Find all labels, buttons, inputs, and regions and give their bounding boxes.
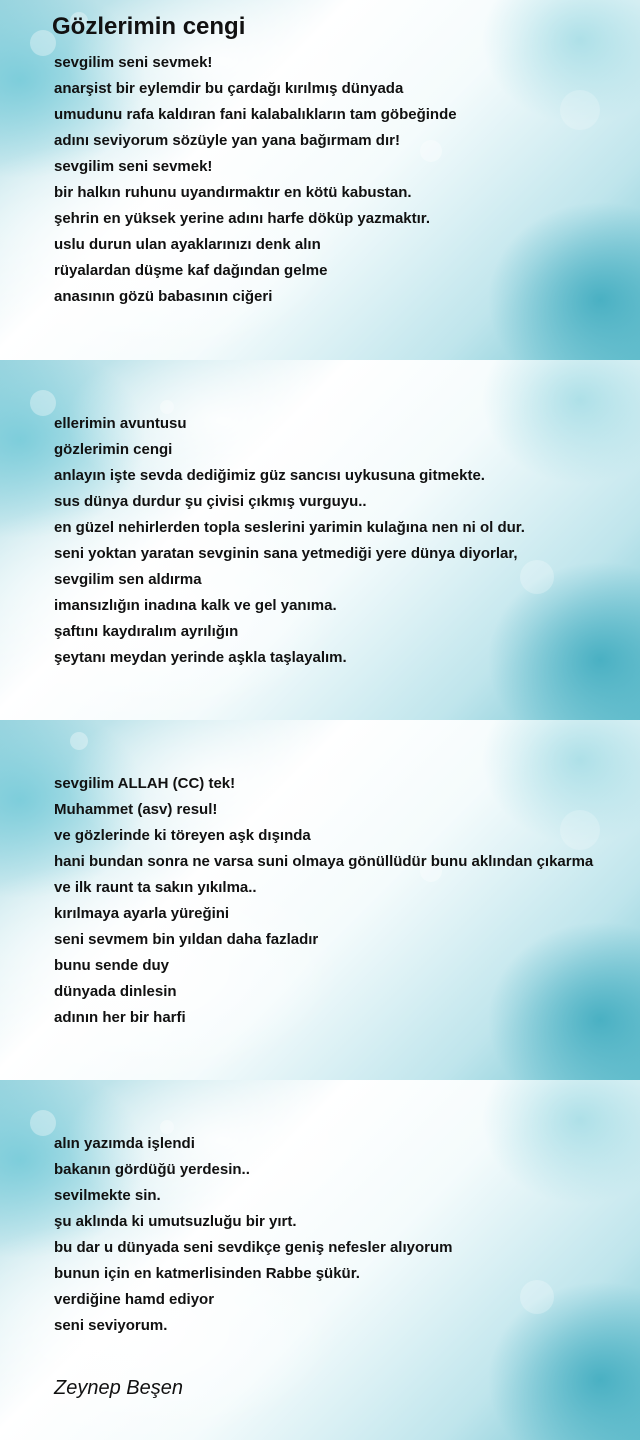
stanza-1 (54, 50, 634, 310)
poem-line: umudunu rafa kaldıran fani kalabalıkların tam göbeğinde (54, 106, 457, 123)
poem-line: bakanın gördüğü yerdesin.. (54, 1161, 250, 1178)
poem-line: dünyada dinlesin (54, 983, 177, 1000)
poem-line: seni yoktan yaratan sevginin sana yetmediği yere dünya diyorlar, (54, 545, 518, 562)
poem-line: Muhammet (asv) resul! (54, 801, 218, 818)
poem-line: anarşist bir eylemdir bu çardağı kırılmış dünyada (54, 80, 404, 97)
poem-line: seni sevmem bin yıldan daha fazladır (54, 931, 319, 948)
poem-line: şeytanı meydan yerinde aşkla taşlayalım. (54, 649, 347, 666)
poem-author: Zeynep Beşen (54, 1377, 183, 1399)
poem-line: uslu durun ulan ayaklarınızı denk alın (54, 236, 321, 253)
poem-line: alın yazımda işlendi (54, 1135, 195, 1152)
poem-line: sevgilim sen aldırma (54, 571, 202, 588)
poem-panel-2 (0, 360, 640, 720)
poem-line: adının her bir harfi (54, 1009, 186, 1026)
bokeh-decoration (70, 732, 88, 750)
poem-line: verdiğine hamd ediyor (54, 1291, 215, 1308)
bokeh-decoration (30, 1110, 56, 1136)
poem-line: rüyalardan düşme kaf dağından gelme (54, 262, 328, 279)
poem-title: Gözlerimin cengi (52, 13, 246, 40)
poem-line: kırılmaya ayarla yüreğini (54, 905, 230, 922)
bokeh-decoration (30, 390, 56, 416)
poem-line: en güzel nehirlerden topla seslerini yarimin kulağına nen ni ol dur. (54, 519, 525, 536)
poem-line: sevilmekte sin. (54, 1187, 161, 1204)
poem-line: hani bundan sonra ne varsa suni olmaya gönüllüdür bunu aklından çıkarma (54, 853, 594, 870)
poem-line: şaftını kaydıralım ayrılığın (54, 623, 239, 640)
poem-line: ve ilk raunt ta sakın yıkılma.. (54, 879, 257, 896)
poem-line: bu dar u dünyada seni sevdikçe geniş nefesler alıyorum (54, 1239, 453, 1256)
poem-panel-4 (0, 1080, 640, 1440)
poem-line: ve gözlerinde ki töreyen aşk dışında (54, 827, 311, 844)
poem-line: bunu sende duy (54, 957, 170, 974)
stanza-3 (54, 771, 634, 1031)
poem-line: şu aklında ki umutsuzluğu bir yırt. (54, 1213, 297, 1230)
stanza-4 (54, 1131, 634, 1339)
poem-line: gözlerimin cengi (54, 441, 173, 458)
poem-line: anlayın işte sevda dediğimiz güz sancısı uykusuna gitmekte. (54, 467, 485, 484)
poem-line: sevgilim seni sevmek! (54, 158, 213, 175)
poem-line: şehrin en yüksek yerine adını harfe döküp yazmaktır. (54, 210, 430, 227)
poem-line: sevgilim seni sevmek! (54, 54, 213, 71)
poem-line: sus dünya durdur şu çivisi çıkmış vurguyu.. (54, 493, 367, 510)
poem-line: bir halkın ruhunu uyandırmaktır en kötü kabustan. (54, 184, 412, 201)
poem-line: anasının gözü babasının ciğeri (54, 288, 273, 305)
stanza-2 (54, 411, 634, 671)
poem-line: ellerimin avuntusu (54, 415, 187, 432)
poem-panel-1 (0, 0, 640, 360)
poem-line: seni seviyorum. (54, 1317, 168, 1334)
poem-panel-3 (0, 720, 640, 1080)
poem-line: bunun için en katmerlisinden Rabbe şükür. (54, 1265, 360, 1282)
poem-line: imansızlığın inadına kalk ve gel yanıma. (54, 597, 337, 614)
poem-line: sevgilim ALLAH (CC) tek! (54, 775, 236, 792)
poem-line: adını seviyorum sözüyle yan yana bağırmam dır! (54, 132, 400, 149)
